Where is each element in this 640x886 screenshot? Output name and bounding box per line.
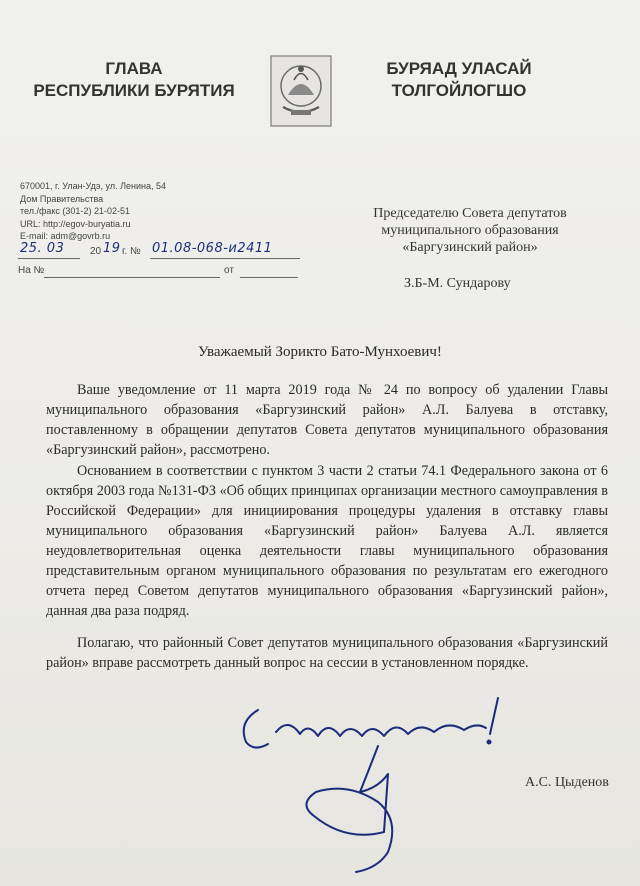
registration-line bbox=[18, 243, 318, 261]
sender-block bbox=[20, 180, 260, 243]
header-right-line1: БУРЯАД УЛАСАЙ bbox=[386, 59, 532, 78]
sender-building: Дом Правительства bbox=[20, 193, 104, 204]
header-right bbox=[356, 58, 562, 102]
addressee-line3: «Баргузинский район» bbox=[402, 240, 538, 255]
year-prefix: 20 bbox=[90, 246, 102, 257]
registration-date: 25. 03 bbox=[20, 241, 65, 256]
reference-prefix: На № bbox=[18, 265, 45, 276]
year-suffix: г. № bbox=[122, 246, 141, 257]
registration-year: 19 bbox=[103, 241, 121, 256]
registration-number: 01.08-068-и2411 bbox=[152, 241, 273, 256]
header-left bbox=[24, 58, 244, 102]
reference-line bbox=[18, 262, 318, 280]
addressee-block bbox=[350, 205, 590, 256]
reference-from: от bbox=[224, 265, 234, 276]
signer-name: А.С. Цыденов bbox=[525, 775, 609, 790]
addressee-line2: муниципального образования bbox=[381, 223, 559, 238]
sender-email: E-mail: adm@govrb.ru bbox=[20, 231, 111, 241]
paragraph-1: Ваше уведомление от 11 марта 2019 года № 24 по вопросу об удалении Главы муниципального образования «Баргузинский район» А.Л. Балуева в отставку, поставленному в обращении депутатов Совета депутатов муниципального образования «Баргузинский район», рассмотрено. bbox=[46, 382, 608, 458]
handwritten-signature bbox=[228, 692, 528, 877]
coat-of-arms-emblem bbox=[270, 55, 332, 127]
header-right-line2: ТОЛГОЙЛОГШО bbox=[391, 81, 527, 100]
addressee-line1: Председателю Совета депутатов bbox=[373, 206, 567, 221]
header-left-line1: ГЛАВА bbox=[105, 59, 163, 78]
paragraph-3: Полагаю, что районный Совет депутатов муниципального образования «Баргузинский район» вправе рассмотреть данный вопрос на сессии в установленном порядке. bbox=[46, 635, 608, 671]
paragraph-2: Основанием в соответствии с пунктом 3 части 2 статьи 74.1 Федерального закона от 6 октября 2003 года №131-ФЗ «Об общих принципах организации местного самоуправления в Российской Федерации» для инициирования процедуры удаления в отставку главы муниципального образования «Баргузинский район» Балуева А.Л. является неудовлетворительная оценка деятельности главы муниципального образования представительным органом муниципального образования по результатам его ежегодного отчета перед Советом депутатов муниципального образования «Баргузинский район», данная два раза подряд. bbox=[46, 463, 608, 619]
salutation: Уважаемый Зорикто Бато-Мунхоевич! bbox=[198, 344, 442, 360]
header-left-line2: РЕСПУБЛИКИ БУРЯТИЯ bbox=[33, 81, 235, 100]
addressee-name: З.Б-М. Сундарову bbox=[404, 276, 511, 291]
sender-address: 670001, г. Улан-Удэ, ул. Ленина, 54 bbox=[20, 181, 166, 191]
reference-date-underline bbox=[240, 277, 298, 278]
sender-url: URL: http://egov-buryatia.ru bbox=[20, 218, 131, 229]
number-underline bbox=[150, 258, 300, 259]
reference-number-underline bbox=[44, 277, 220, 278]
sender-phone: тел./факс (301-2) 21-02-51 bbox=[20, 206, 130, 216]
date-underline bbox=[18, 258, 80, 259]
